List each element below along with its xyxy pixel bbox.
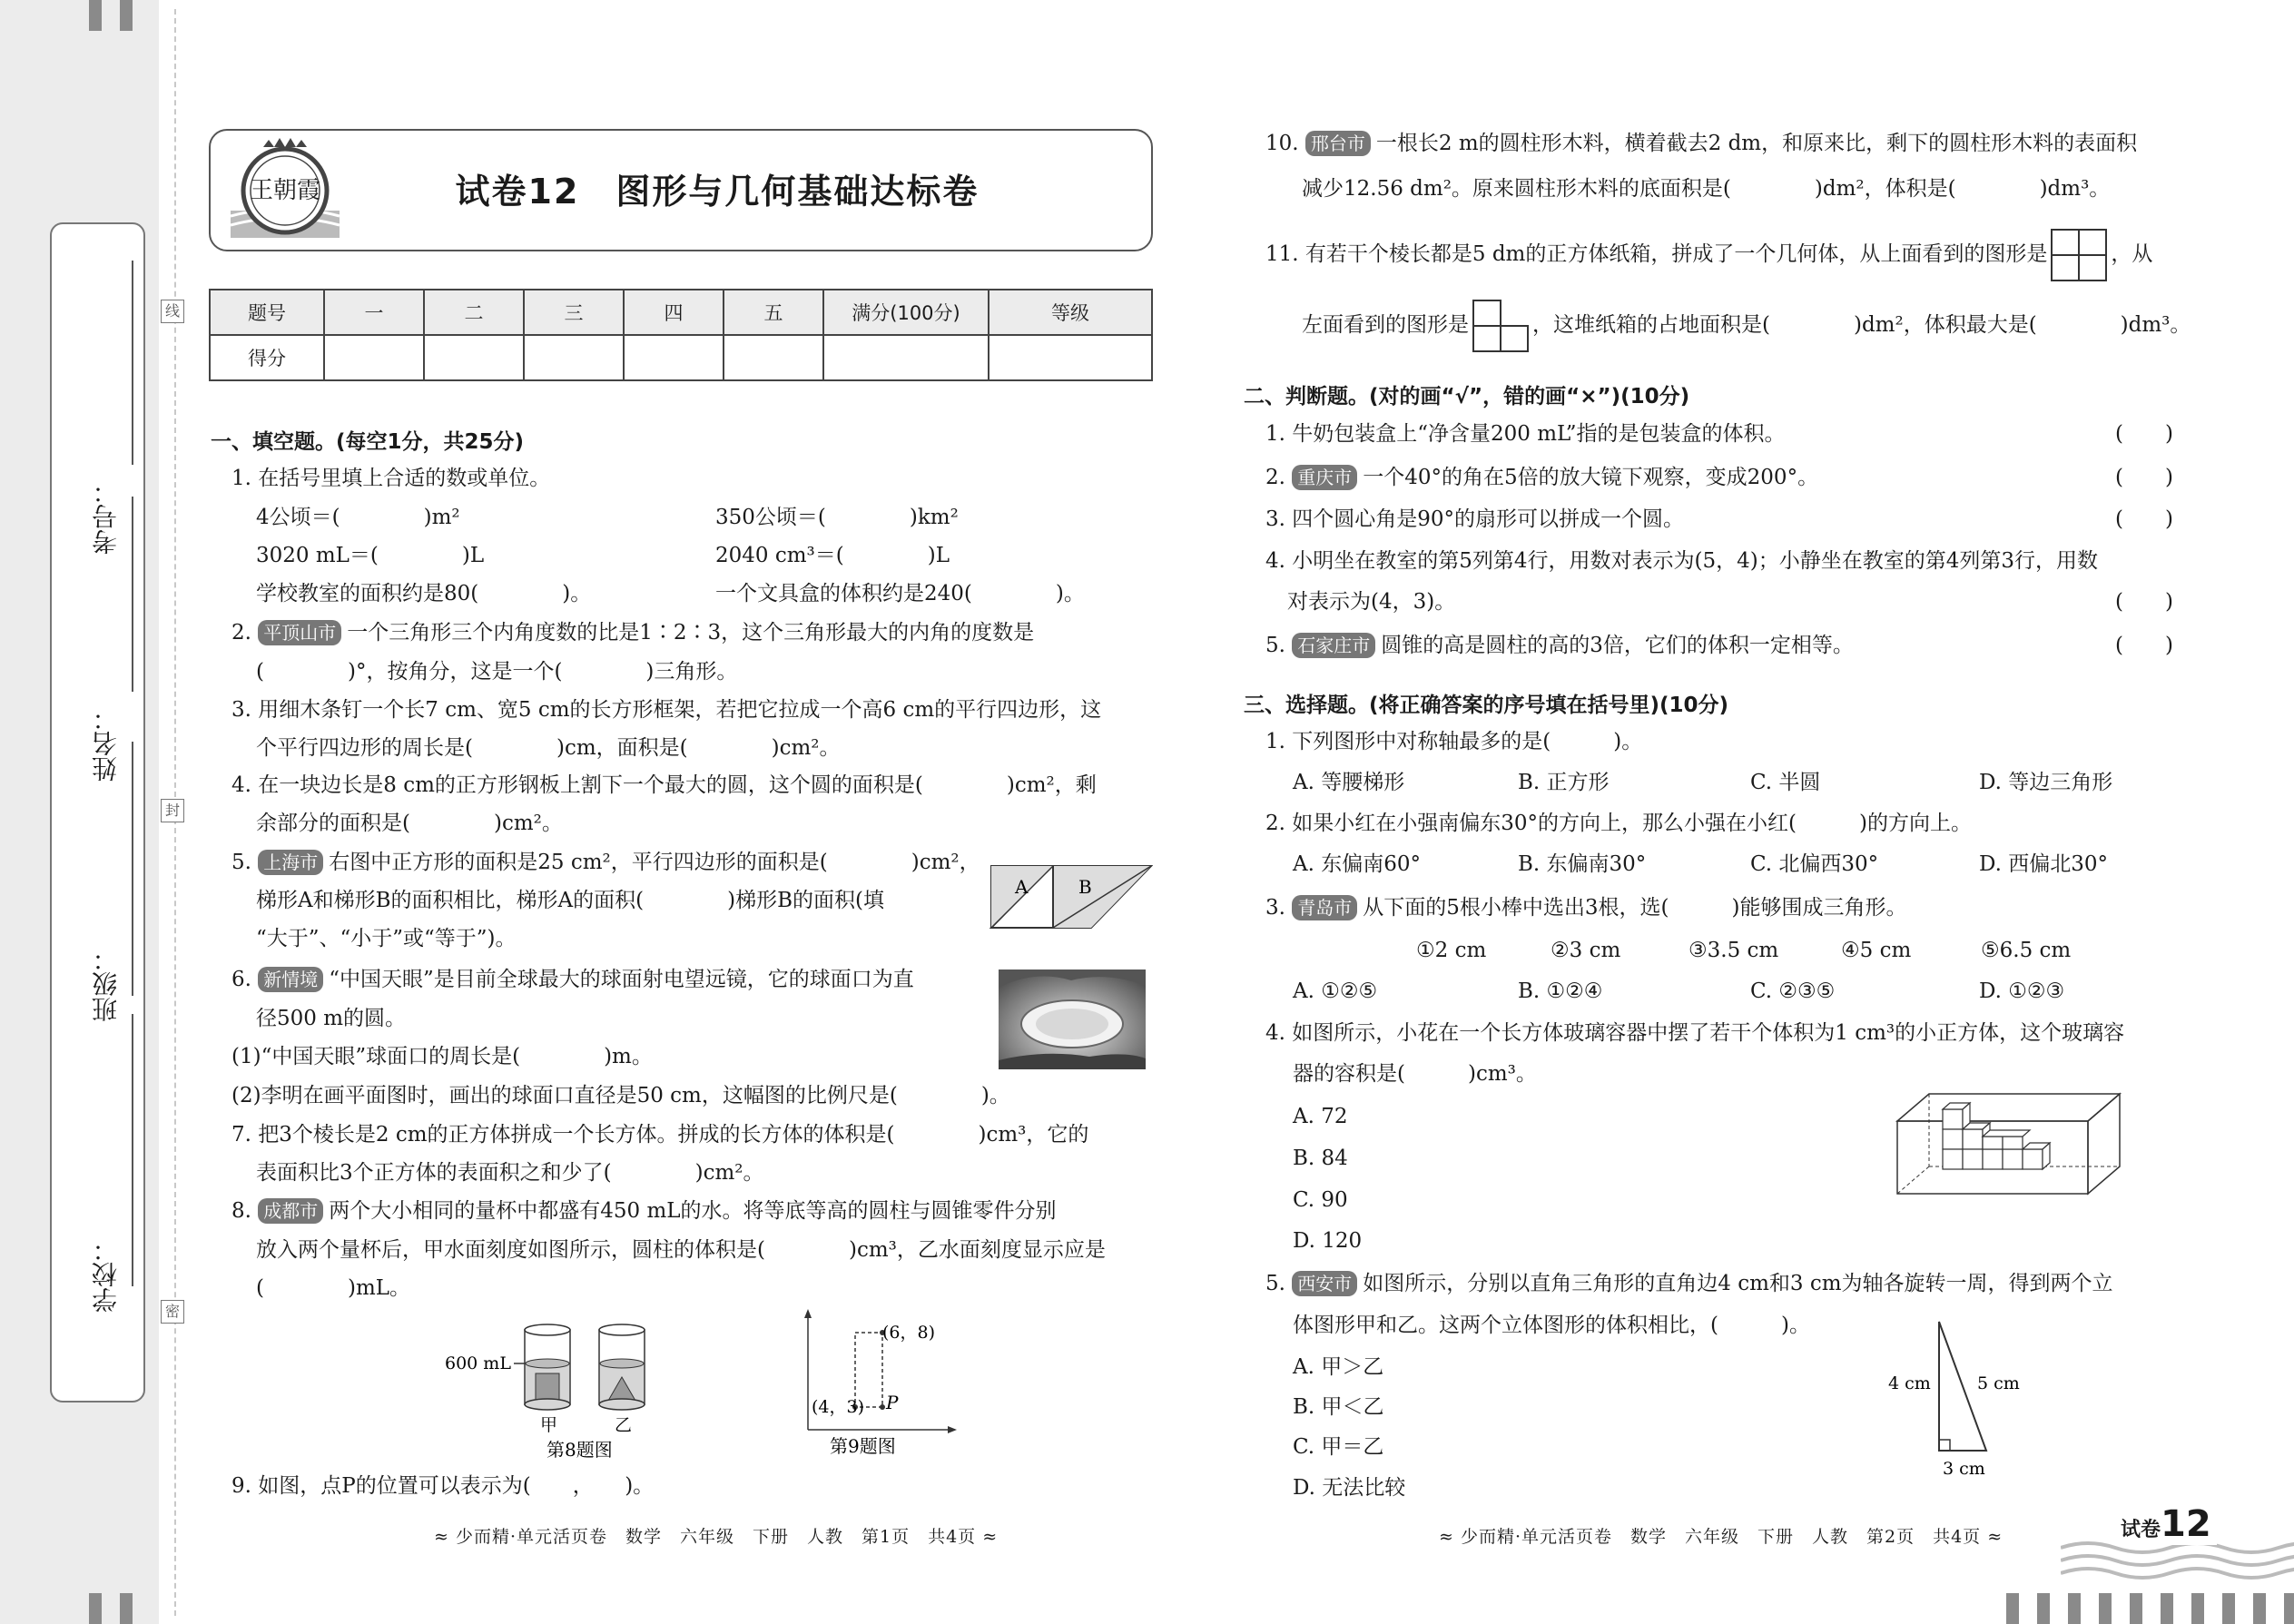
option[interactable]: A. 甲＞乙 bbox=[1293, 1355, 1384, 1379]
title-box bbox=[209, 129, 1153, 251]
q1-b: 350公顷＝( )km² bbox=[715, 506, 959, 529]
q9: 9. 如图，点P的位置可以表示为( ， )。 bbox=[231, 1474, 655, 1498]
q1-stem: 1. 在括号里填上合适的数或单位。 bbox=[231, 467, 551, 490]
option[interactable]: A. 东偏南60° bbox=[1293, 852, 1421, 876]
q11-line2: 左面看到的图形是 ，这堆纸箱的占地面积是( )dm²，体积最大是( )dm³。 bbox=[1302, 300, 2191, 352]
figure-9 bbox=[799, 1307, 971, 1462]
option[interactable]: C. 半圆 bbox=[1750, 771, 1821, 794]
score-table: 题号 一 二 三 四 五 满分(100分) 等级 得分 bbox=[209, 289, 1153, 381]
seal-char: 密 bbox=[161, 1300, 184, 1324]
q2: 2. 平顶山市 一个三角形三个内角度数的比是1∶2∶3，这个三角形最大的内角的度数是 bbox=[231, 621, 1035, 645]
side-b-label: 5 cm bbox=[1977, 1373, 2020, 1393]
option[interactable]: B. 84 bbox=[1293, 1147, 1348, 1170]
label-yi: 乙 bbox=[615, 1415, 633, 1435]
q5-line2: 梯形A和梯形B的面积相比，梯形A的面积( )梯形B的面积(填 bbox=[256, 889, 884, 912]
figure-8 bbox=[445, 1321, 663, 1462]
punch-marks-top bbox=[89, 0, 133, 31]
footer-right: ≈ 少而精·单元活页卷 数学 六年级 下册 人教 第2页 共4页 ≈ bbox=[1439, 1527, 2004, 1547]
seal-char: 封 bbox=[161, 799, 184, 822]
option[interactable]: D. ①②③ bbox=[1979, 979, 2065, 1003]
region-tag: 西安市 bbox=[1292, 1271, 1357, 1296]
point-P: P bbox=[886, 1392, 899, 1413]
punch-marks-right bbox=[2006, 1593, 2294, 1624]
section-2-heading: 二、判断题。(对的画“√”，错的画“×”)(10分) bbox=[1244, 385, 1690, 408]
q8-line3: ( )mL。 bbox=[256, 1276, 411, 1300]
side-a-label: 4 cm bbox=[1888, 1373, 1931, 1393]
option[interactable]: D. 西偏北30° bbox=[1979, 852, 2109, 876]
punch-marks-bottom bbox=[89, 1593, 133, 1624]
q1-d: 2040 cm³＝( )L bbox=[715, 544, 950, 567]
answer-paren[interactable]: ( ) bbox=[2115, 634, 2173, 657]
judge-q4-line2: 对表示为(4，3)。 bbox=[1287, 590, 1456, 614]
side-c-label: 3 cm bbox=[1943, 1459, 1985, 1479]
choice-q1: 1. 下列图形中对称轴最多的是( )。 bbox=[1265, 730, 1643, 753]
section-1-heading: 一、填空题。(每空1分，共25分) bbox=[211, 430, 525, 454]
label-B: B bbox=[1078, 876, 1092, 898]
q6-line2: 径500 m的圆。 bbox=[256, 1007, 407, 1030]
q5-figure bbox=[989, 864, 1153, 930]
region-tag: 新情境 bbox=[258, 967, 323, 992]
judge-q2: 2. 重庆市 一个40°的角在5倍的放大镜下观察，变成200°。 bbox=[1265, 466, 1819, 489]
region-tag: 邢台市 bbox=[1305, 131, 1371, 156]
answer-paren[interactable]: ( ) bbox=[2115, 590, 2173, 614]
name-field[interactable]: 姓名： bbox=[91, 705, 121, 782]
option[interactable]: B. ①②④ bbox=[1518, 979, 1603, 1003]
point-label: (6，8) bbox=[882, 1323, 936, 1343]
q7-line2: 表面积比3个正方体的表面积之和少了( )cm²。 bbox=[256, 1161, 764, 1185]
stick: ①2 cm bbox=[1416, 939, 1487, 962]
judge-q5: 5. 石家庄市 圆锥的高是圆柱的高的3倍，它们的体积一定相等。 bbox=[1265, 634, 1854, 657]
q1-f: 一个文具盒的体积约是240( )。 bbox=[715, 582, 1085, 605]
choice-q2: 2. 如果小红在小强南偏东30°的方向上，那么小强在小红( )的方向上。 bbox=[1265, 812, 1972, 835]
region-tag: 青岛市 bbox=[1292, 895, 1357, 920]
q8: 8. 成都市 两个大小相同的量杯中都盛有450 mL的水。将等底等高的圆柱与圆锥零件分别 bbox=[231, 1199, 1057, 1223]
stick: ③3.5 cm bbox=[1689, 939, 1779, 962]
q8-line2: 放入两个量杯后，甲水面刻度如图所示，圆柱的体积是( )cm³，乙水面刻度显示应是 bbox=[256, 1238, 1106, 1262]
student-info-box bbox=[50, 222, 145, 1403]
region-tag: 上海市 bbox=[258, 850, 323, 875]
exam-number-field[interactable]: 考号： bbox=[91, 478, 121, 555]
left-view-figure bbox=[1472, 300, 1529, 352]
option[interactable]: A. 等腰梯形 bbox=[1293, 771, 1405, 794]
judge-q1: 1. 牛奶包装盒上“净含量200 mL”指的是包装盒的体积。 bbox=[1265, 422, 1786, 446]
class-field[interactable]: 班级： bbox=[91, 946, 121, 1022]
q5-line3: “大于”、“小于”或“等于”)。 bbox=[256, 927, 517, 950]
option[interactable]: A. 72 bbox=[1293, 1105, 1348, 1128]
answer-paren[interactable]: ( ) bbox=[2115, 422, 2173, 446]
option[interactable]: C. ②③⑤ bbox=[1750, 979, 1836, 1003]
option[interactable]: A. ①②⑤ bbox=[1293, 979, 1378, 1003]
page-title: 试卷12 图形与几何基础达标卷 bbox=[455, 172, 980, 212]
q1-c: 3020 mL＝( )L bbox=[256, 544, 485, 567]
stick: ④5 cm bbox=[1841, 939, 1912, 962]
seal-char: 线 bbox=[161, 300, 184, 323]
right-triangle-figure bbox=[1888, 1316, 2033, 1480]
glass-container-figure bbox=[1888, 1089, 2124, 1198]
q7: 7. 把3个棱长是2 cm的正方体拼成一个长方体。拼成的长方体的体积是( )cm³，它的 bbox=[231, 1123, 1089, 1147]
option[interactable]: D. 无法比较 bbox=[1293, 1476, 1406, 1500]
q3-line2: 个平行四边形的周长是( )cm，面积是( )cm²。 bbox=[256, 736, 841, 760]
choice-q5: 5. 西安市 如图所示，分别以直角三角形的直角边4 cm和3 cm为轴各旋转一周，得到两个立 bbox=[1265, 1272, 2113, 1295]
judge-q4: 4. 小明坐在教室的第5列第4行，用数对表示为(5，4)；小静坐在教室的第4列第3行，用数 bbox=[1265, 549, 2099, 573]
svg-text:王朝霞: 王朝霞 bbox=[249, 177, 321, 204]
q4-line2: 余部分的面积是( )cm²。 bbox=[256, 812, 563, 835]
option[interactable]: D. 等边三角形 bbox=[1979, 771, 2113, 794]
footer-left: ≈ 少而精·单元活页卷 数学 六年级 下册 人教 第1页 共4页 ≈ bbox=[434, 1527, 999, 1547]
stick: ②3 cm bbox=[1551, 939, 1621, 962]
answer-paren[interactable]: ( ) bbox=[2115, 466, 2173, 489]
judge-q3: 3. 四个圆心角是90°的扇形可以拼成一个圆。 bbox=[1265, 507, 1685, 531]
page-badge: 试卷12 bbox=[2115, 1503, 2217, 1545]
q3: 3. 用细木条钉一个长7 cm、宽5 cm的长方形框架，若把它拉成一个高6 cm的平行四边形，这 bbox=[231, 698, 1102, 722]
q2-line2: ( )°，按角分，这是一个( )三角形。 bbox=[256, 660, 738, 684]
q10: 10. 邢台市 一根长2 m的圆柱形木料，横着截去2 dm，和原来比，剩下的圆柱形木料的表面积 bbox=[1265, 132, 2138, 155]
answer-paren[interactable]: ( ) bbox=[2115, 507, 2173, 531]
region-tag: 成都市 bbox=[258, 1198, 323, 1224]
q1-e: 学校教室的面积约是80( )。 bbox=[256, 582, 592, 605]
choice-q5-line2: 体图形甲和乙。这两个立体图形的体积相比，( )。 bbox=[1293, 1314, 1810, 1337]
option[interactable]: C. 北偏西30° bbox=[1750, 852, 1879, 876]
stick: ⑤6.5 cm bbox=[1981, 939, 2072, 962]
school-field[interactable]: 学校： bbox=[91, 1236, 121, 1313]
label-jia: 甲 bbox=[540, 1415, 558, 1435]
option[interactable]: B. 正方形 bbox=[1518, 771, 1610, 794]
q5: 5. 上海市 右图中正方形的面积是25 cm²，平行四边形的面积是( )cm²， bbox=[231, 851, 980, 874]
q6-sub1: (1)“中国天眼”球面口的周长是( )m。 bbox=[231, 1045, 653, 1068]
q6: 6. 新情境 “中国天眼”是目前全球最大的球面射电望远镜，它的球面口为直 bbox=[231, 968, 914, 991]
choice-q4-line2: 器的容积是( )cm³。 bbox=[1293, 1062, 1537, 1086]
fig8-mark: 600 mL bbox=[445, 1353, 511, 1373]
q10-line2: 减少12.56 dm²。原来圆柱形木料的底面积是( )dm²，体积是( )dm³。 bbox=[1302, 177, 2111, 201]
option[interactable]: B. 东偏南30° bbox=[1518, 852, 1647, 876]
region-tag: 重庆市 bbox=[1292, 465, 1357, 490]
choice-q4: 4. 如图所示，小花在一个长方体玻璃容器中摆了若干个体积为1 cm³的小正方体，这个玻璃容 bbox=[1265, 1021, 2125, 1045]
option[interactable]: B. 甲＜乙 bbox=[1293, 1395, 1384, 1419]
fig8-caption: 第8题图 bbox=[546, 1439, 613, 1461]
option[interactable]: C. 甲＝乙 bbox=[1293, 1435, 1384, 1459]
q1-a: 4公顷＝( )m² bbox=[256, 506, 460, 529]
telescope-photo bbox=[999, 969, 1146, 1069]
q11: 11. 有若干个棱长都是5 dm的正方体纸箱，拼成了一个几何体，从上面看到的图形是 ，从 bbox=[1265, 229, 2152, 281]
q6-sub2: (2)李明在画平面图时，画出的球面口直径是50 cm，这幅图的比例尺是( )。 bbox=[231, 1084, 1010, 1107]
label-A: A bbox=[1015, 876, 1029, 898]
point-label: (4，3) bbox=[812, 1397, 865, 1417]
choice-q3: 3. 青岛市 从下面的5根小棒中选出3根，选( )能够围成三角形。 bbox=[1265, 896, 1907, 920]
q4: 4. 在一块边长是8 cm的正方形钢板上割下一个最大的圆，这个圆的面积是( )cm²，剩 bbox=[231, 773, 1097, 797]
option[interactable]: C. 90 bbox=[1293, 1188, 1348, 1212]
option[interactable]: D. 120 bbox=[1293, 1229, 1363, 1253]
top-view-figure bbox=[2051, 229, 2107, 281]
region-tag: 石家庄市 bbox=[1292, 633, 1375, 658]
section-3-heading: 三、选择题。(将正确答案的序号填在括号里)(10分) bbox=[1244, 694, 1729, 717]
fig9-caption: 第9题图 bbox=[830, 1435, 896, 1457]
region-tag: 平顶山市 bbox=[258, 620, 341, 645]
